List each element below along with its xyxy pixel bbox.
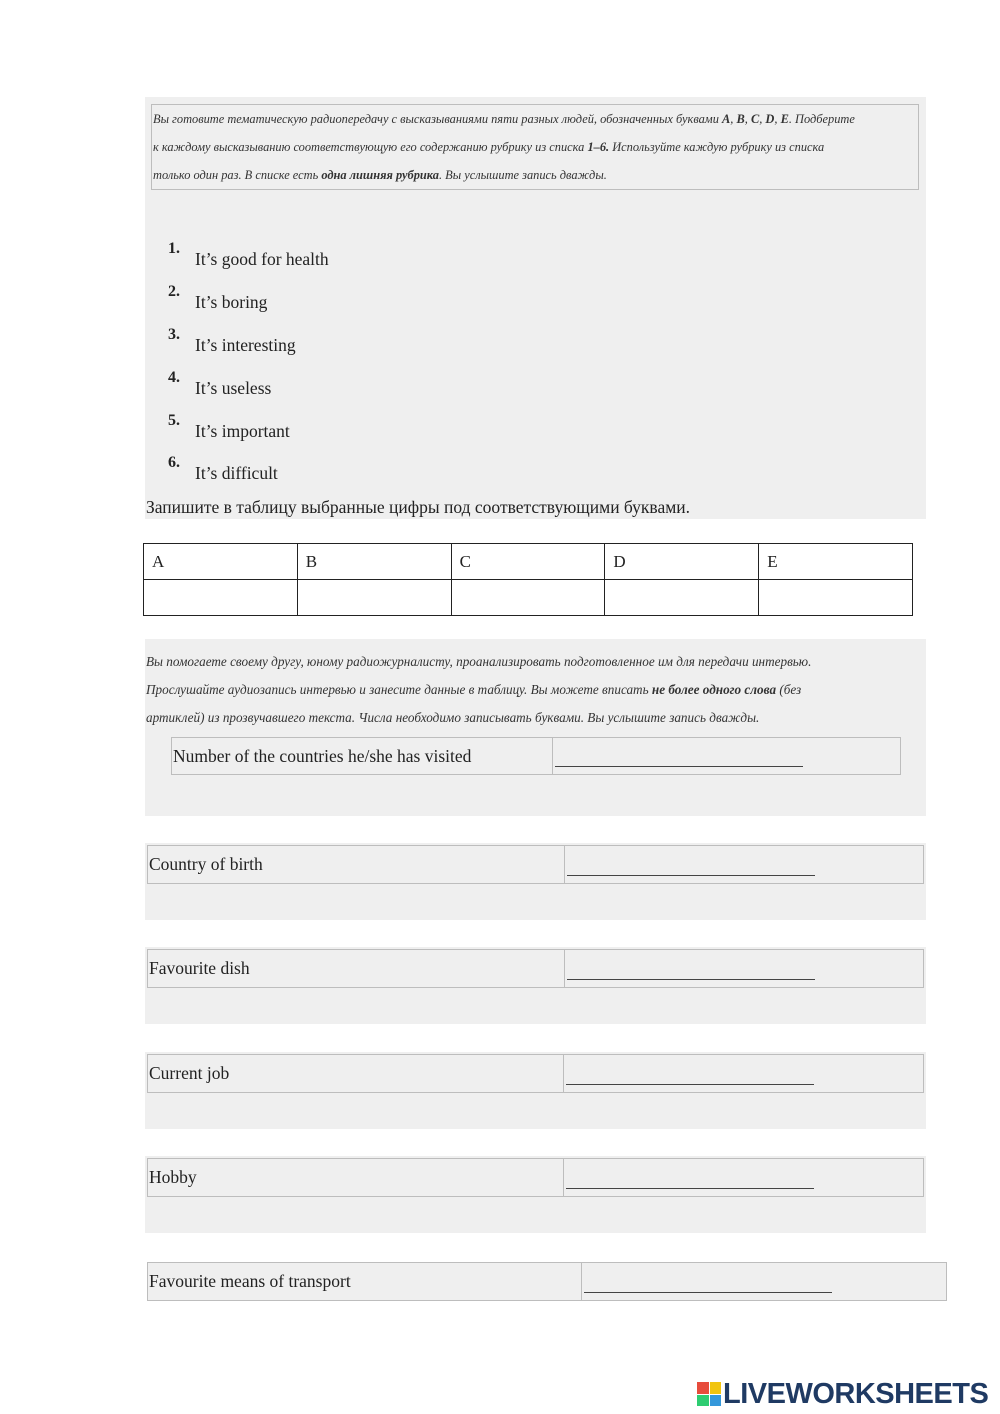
option-text: It’s interesting bbox=[195, 335, 296, 355]
field-label: Country of birth bbox=[148, 846, 565, 883]
instr-bold: B bbox=[736, 112, 745, 126]
field-row-hobby bbox=[147, 1158, 924, 1197]
instr-bold: D bbox=[765, 112, 775, 126]
liveworksheets-logo bbox=[697, 1374, 988, 1414]
option-text: It’s boring bbox=[195, 292, 268, 312]
instr-bold: 1–6. bbox=[587, 140, 610, 154]
instr-text: Вы помогаете своему другу, юному радиожурналисту, проанализировать подготовленное им для передачи интервью. bbox=[146, 654, 812, 669]
field-label: Favourite means of transport bbox=[148, 1263, 582, 1300]
instr-text: к каждому высказыванию соответствующую его содержанию рубрику из списка bbox=[153, 140, 588, 154]
field-label: Number of the countries he/she has visited bbox=[172, 738, 553, 774]
answer-header-b: B bbox=[297, 544, 451, 580]
field-row-countries-visited bbox=[171, 737, 901, 775]
field-label: Hobby bbox=[148, 1159, 564, 1196]
field-row-country-of-birth bbox=[147, 845, 924, 884]
table-instruction: Запишите в таблицу выбранные цифры под соответствующими буквами. bbox=[146, 497, 691, 517]
answer-table bbox=[143, 543, 913, 616]
answer-line bbox=[584, 1292, 832, 1293]
instr-bold: A bbox=[722, 112, 731, 126]
answer-header-a: A bbox=[144, 544, 298, 580]
option-number: 1. bbox=[168, 240, 180, 257]
exercise-2-instruction bbox=[146, 648, 926, 732]
instr-text: , bbox=[744, 112, 751, 126]
answer-cell-b[interactable] bbox=[297, 580, 451, 616]
answer-cell-c[interactable] bbox=[451, 580, 605, 616]
instr-bold: C bbox=[750, 112, 760, 126]
instr-text: , bbox=[759, 112, 766, 126]
answer-table-input-row bbox=[144, 580, 913, 616]
option-text: It’s useless bbox=[195, 378, 272, 398]
logo-square-red-icon bbox=[697, 1382, 709, 1394]
answer-header-c: C bbox=[451, 544, 605, 580]
option-number: 3. bbox=[168, 326, 180, 343]
instr-text: , bbox=[774, 112, 781, 126]
field-row-current-job bbox=[147, 1054, 924, 1093]
option-text: It’s good for health bbox=[195, 249, 329, 269]
instr-bold: одна лишняя рубрика bbox=[321, 168, 439, 182]
answer-header-e: E bbox=[759, 544, 913, 580]
instr-text: Прослушайте аудиозапись интервью и занесите данные в таблицу. Вы можете вписать bbox=[146, 682, 652, 697]
instr-text: Используйте каждую рубрику из списка bbox=[609, 140, 825, 154]
answer-cell-a[interactable] bbox=[144, 580, 298, 616]
field-row-transport bbox=[147, 1262, 947, 1301]
option-number: 2. bbox=[168, 283, 180, 300]
logo-square-green-icon bbox=[697, 1395, 709, 1407]
answer-input-current-job[interactable] bbox=[564, 1055, 923, 1092]
instr-bold: E bbox=[780, 112, 789, 126]
instr-text: артиклей) из прозвучавшего текста. Числа необходимо записывать буквами. Вы услышите запись дважды. bbox=[146, 710, 760, 725]
answer-cell-e[interactable] bbox=[759, 580, 913, 616]
answer-line bbox=[555, 766, 803, 767]
option-text: It’s important bbox=[195, 421, 290, 441]
exercise-1-instruction bbox=[151, 104, 919, 190]
instr-text: . Вы услышите запись дважды. bbox=[438, 168, 607, 182]
logo-icon bbox=[697, 1382, 721, 1406]
answer-table-header-row bbox=[144, 544, 913, 580]
answer-input-hobby[interactable] bbox=[564, 1159, 923, 1196]
logo-text: LIVEWORKSHEETS bbox=[723, 1377, 989, 1410]
answer-input-favourite-dish[interactable] bbox=[565, 950, 923, 987]
logo-square-yellow-icon bbox=[710, 1382, 722, 1394]
instr-text: (без bbox=[776, 682, 802, 697]
logo-square-blue-icon bbox=[710, 1395, 722, 1407]
option-text: It’s difficult bbox=[195, 463, 278, 483]
field-row-favourite-dish bbox=[147, 949, 924, 988]
instr-text: . Подберите bbox=[788, 112, 855, 126]
field-label: Current job bbox=[148, 1055, 564, 1092]
instr-text: Вы готовите тематическую радиопередачу с высказываниями пяти разных людей, обозначенных буквами bbox=[153, 112, 723, 126]
answer-line bbox=[567, 875, 815, 876]
option-number: 4. bbox=[168, 369, 180, 386]
instr-text: , bbox=[730, 112, 737, 126]
answer-input-country-of-birth[interactable] bbox=[565, 846, 923, 883]
answer-cell-d[interactable] bbox=[605, 580, 759, 616]
option-number: 5. bbox=[168, 412, 180, 429]
answer-input-countries-visited[interactable] bbox=[553, 738, 900, 774]
answer-line bbox=[566, 1188, 814, 1189]
answer-line bbox=[567, 979, 815, 980]
option-number: 6. bbox=[168, 454, 180, 471]
answer-input-transport[interactable] bbox=[582, 1263, 946, 1300]
instr-text: только один раз. В списке есть bbox=[153, 168, 322, 182]
answer-header-d: D bbox=[605, 544, 759, 580]
field-label: Favourite dish bbox=[148, 950, 565, 987]
answer-line bbox=[566, 1084, 814, 1085]
instr-bold: не более одного слова bbox=[651, 682, 777, 697]
